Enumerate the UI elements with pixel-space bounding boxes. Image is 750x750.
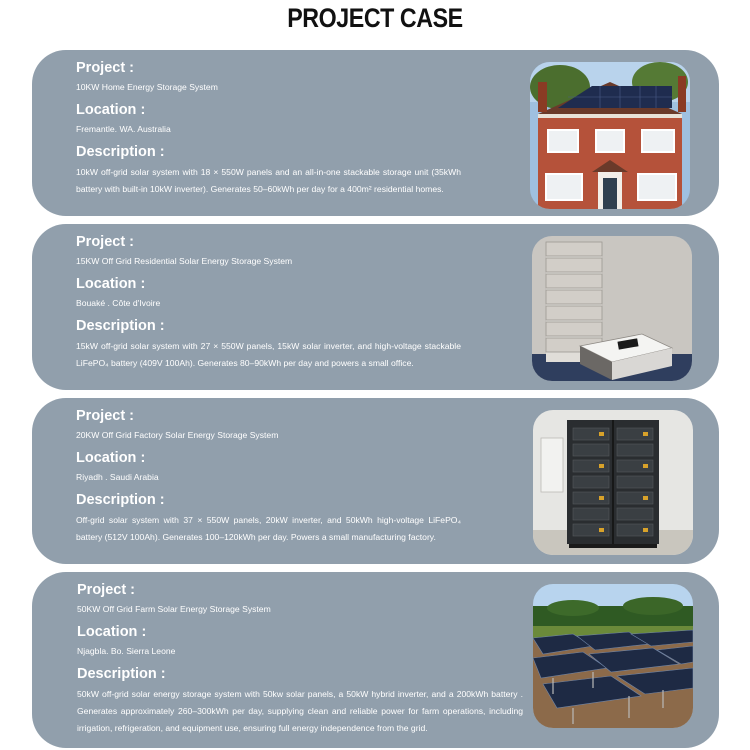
project-heading: Project : [76,408,135,424]
description-text: 15kW off-grid solar system with 27 × 550W panels, 15kW solar inverter, and high-voltage stackable LiFePO₄ battery (409V 100Ah). Generates 80–90kWh per day and powers a small office. [76,341,461,368]
location-value: Njagbla. Bo. Sierra Leone [77,646,176,656]
location-value: Riyadh . Saudi Arabia [76,472,159,482]
description-text: 50kW off-grid solar energy storage system with 50kw solar panels, a 50kW hybrid inverter, and a 200kWh battery . Generates approximately 260–300kWh per day, supplying clean and reliable power for farm operations, including irrigation, refrigeration, and equipment use, ensuring full energy independence from the grid. [77,689,523,733]
project-name: 10KW Home Energy Storage System [76,82,218,92]
project-name: 15KW Off Grid Residential Solar Energy Storage System [76,256,293,266]
description-heading: Description : [77,666,166,682]
ground-mounted-solar-array-photo [533,584,693,728]
location-heading: Location : [76,276,146,292]
project-name: 20KW Off Grid Factory Solar Energy Storage System [76,430,279,440]
project-card [32,572,719,748]
description-heading: Description : [76,144,165,160]
description-text: Off-grid solar system with 37 × 550W panels, 20kW inverter, and 50kWh high-voltage LiFePO₄ battery (512V 100Ah). Generates 100–120kWh per day. Powers a small manufacturing factory. [76,515,461,542]
location-heading: Location : [77,624,147,640]
description-text: 10kW off-grid solar system with 18 × 550W panels and an all-in-one stackable storage unit (35kWh battery with built-in 10kW inverter). Generates 50–60kWh per day for a 400m² residential homes. [76,167,461,194]
stackable-battery-and-inverter-photo [532,236,692,381]
page-title: PROJECT CASE [287,3,463,33]
battery-cabinet-photo [533,410,693,555]
house-with-rooftop-solar-panels-photo [530,62,690,209]
location-value: Bouaké . Côte d'Ivoire [76,298,161,308]
project-card [32,398,719,564]
location-value: Fremantle. WA. Australia [76,124,171,134]
location-heading: Location : [76,450,146,466]
description-heading: Description : [76,318,165,334]
project-heading: Project : [76,60,135,76]
location-heading: Location : [76,102,146,118]
project-heading: Project : [76,234,135,250]
project-card [32,50,719,216]
project-name: 50KW Off Grid Farm Solar Energy Storage System [77,604,271,614]
project-heading: Project : [77,582,136,598]
description-heading: Description : [76,492,165,508]
project-card [32,224,719,390]
